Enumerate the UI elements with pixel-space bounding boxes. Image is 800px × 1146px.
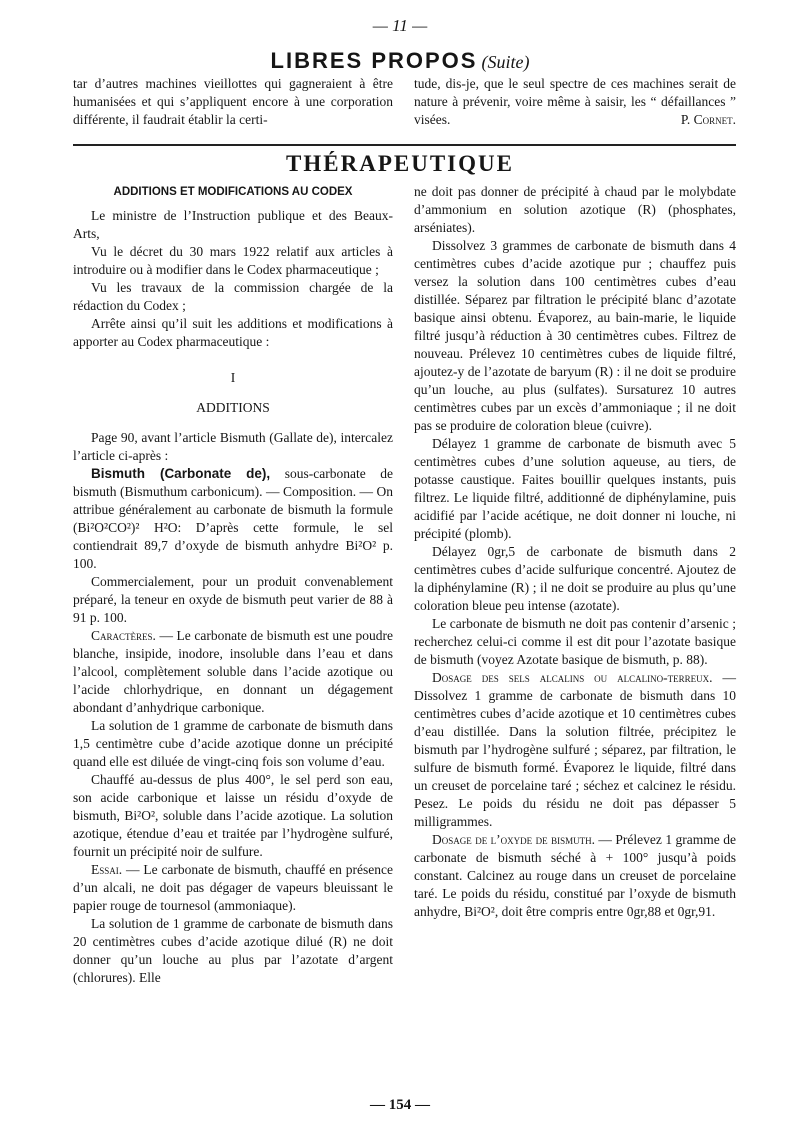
dissolvez-para: Dissolvez 3 grammes de carbonate de bismuth dans 4 centimètres cubes d’acide azotique pur ; chauffez puis versez la solution dans 100 centimètres cubes d’eau distillée. Séparez par filtration le précipité blanc d’azotate basique ainsi obtenu. Évaporez, au bain-marie, le liquide filtré jusqu’à réduction à 30 centimètres cubes. Filtrez de nouveau. Prélevez 10 centimètres cubes de liquide filtré, ajoutez-y de l’azotate de baryum (R) : il ne doit se produire qu’un louche, au plus (sulfates). Sursaturez 10 autres centimètres cubes par un excès d’ammoniaque ; il ne doit pas se produire de coloration bleue (cuivre). [414,238,736,433]
libres-left-column [73,75,393,129]
dosage-oxyde-text: — Prélevez 1 gramme de carbonate de bismuth séché à + 100° jusqu’à poids constant. Calcinez au rouge dans un creuset de porcelaine taré. Le poids du résidu, constitué par l’oxyde de bismuth anhydre, Bi²O², doit être compris entre 0gr,88 et 0gr,91. [414,832,736,919]
arsenic-para: Le carbonate de bismuth ne doit pas contenir d’arsenic ; recherchez celui-ci comme il est dit pour l’azotate basique de bismuth (voyez Azotate basique de bismuth, p. 88). [414,616,736,667]
solution2-para: La solution de 1 gramme de carbonate de bismuth dans 20 centimètres cubes d’acide azotique dilué (R) ne doit donner qu’un louche au plus par l’azotate d’argent (chlorures). Elle [73,916,393,985]
libres-right-column [414,75,736,129]
intro-para-4: Arrête ainsi qu’il suit les additions et modifications à apporter au Codex pharmaceutique : [73,316,393,349]
additions-subheading: ADDITIONS [196,400,270,415]
caracteres-label: Caractères. [91,628,156,643]
intro-para-2: Vu le décret du 30 mars 1922 relatif aux articles à introduire ou à modifier dans le Codex pharmaceutique ; [73,244,393,277]
dosage-oxyde-para [414,831,736,921]
therapeutique-title: THÉRAPEUTIQUE [286,151,514,176]
dosage-sels-text: — Dissolvez 1 gramme de carbonate de bismuth dans 10 centimètres cubes d’acide azotique et 10 centimètres cubes d’eau distillée. Dans la solution filtrée, précipitez le bismuth par l’hydrogène sulfuré ; séparez, par filtration, le sulfure de bismuth formé. Évaporez le liquide, filtré dans un creuset de porcelaine taré ; séchez et calcinez le résidu. Pesez. Le poids du résidu ne doit pas dépasser 5 milligrammes. [414,670,736,829]
libres-propos-suite: (Suite) [481,52,530,72]
libres-right-body: tude, dis-je, que le seul spectre de ces machines serait de nature à prévenir, voire même à saisir, les “ défaillances ” visées. [414,76,736,127]
caracteres-para [73,627,393,717]
dosage-oxyde-label: Dosage de l’oxyde de bismuth. [432,832,595,847]
page90-para: Page 90, avant l’article Bismuth (Gallate de), intercalez l’article ci-après : [73,430,393,463]
delayez1-para: Délayez 1 gramme de carbonate de bismuth avec 5 centimètres cubes d’une solution aqueuse, au tiers, de potasse caustique. Faites bouillir quelques instants, puis filtrez. Le liquide filtré, additionné de diphénylamine, puis acidifié par l’acide acétique, ne doit donner ni louche, ni précipité (plomb). [414,436,736,541]
additions-heading: ADDITIONS ET MODIFICATIONS AU CODEX [113,186,353,198]
bismuth-para [73,465,393,573]
caracteres-text: — Le carbonate de bismuth est une poudre blanche, insipide, inodore, insoluble dans l’eau et dans l’alcool, complètement soluble dans l’acide azotique ou l’acide chlorhydrique, en donnant un dégagement abondant d’anhydrique carbonique. [73,628,393,715]
essai-label: Essai. [91,862,123,877]
bottom-page-number: — 154 — [370,1097,430,1113]
right-column [414,183,736,921]
roman-numeral: I [230,370,236,385]
dosage-sels-para [414,669,736,831]
left-column [73,183,393,987]
libres-left-text: tar d’autres machines vieillottes qui gagneraient à être humanisées et qui s’appliquent encore à une corporation différente, il faudrait établir la certi- [73,76,393,127]
commercial-para: Commercialement, pour un produit convenablement préparé, la teneur en oxyde de bismuth peut varier de 88 à 91 p. 100. [73,574,393,625]
section-divider [73,144,736,146]
libres-propos-title: LIBRES PROPOS [270,48,478,73]
solution1-para: La solution de 1 gramme de carbonate de bismuth dans 1,5 centimètre cube d’acide azotique donne un précipité quand elle est diluée de vingt-cinq fois son volume d’eau. [73,718,393,769]
intro-para-1: Le ministre de l’Instruction publique et des Beaux-Arts, [73,208,393,241]
continuation-para: ne doit pas donner de précipité à chaud par le molybdate d’ammonium en solution azotique (R) (phosphates, arséniates). [414,184,736,235]
intro-para-3: Vu les travaux de la commission chargée de la rédaction du Codex ; [73,280,393,313]
essai-text: — Le carbonate de bismuth, chauffé en présence d’un alcali, ne doit pas dégager de vapeurs bleuissant le papier rouge de tournesol (ammoniaque). [73,862,393,913]
top-page-number: — 11 — [372,16,428,35]
dosage-sels-label: Dosage des sels alcalins ou alcalino-terreux. [432,670,713,685]
bismuth-carbonate-title: Bismuth (Carbonate de), [91,466,271,481]
delayez2-para: Délayez 0gr,5 de carbonate de bismuth dans 2 centimètres cubes d’acide sulfurique concentré. Ajoutez de la diphénylamine (R) ; il ne doit se produire au plus qu’une coloration bleue peu intense (azotate). [414,544,736,613]
essai-para [73,861,393,915]
signature: P. Cornet. [680,112,736,127]
chauffe-para: Chauffé au-dessus de plus 400°, le sel perd son eau, son acide carbonique et laisse un résidu d’oxyde de bismuth, Bi²O², soluble dans l’acide azotique. La solution azotique, étendue d’eau et traitée par l’hydrogène sulfuré, fournit un précipité noir de sulfure. [73,772,393,859]
bismuth-carbonate-text: sous-carbonate de bismuth (Bismuthum carbonicum). — Composition. — On attribue généralement au carbonate de bismuth la formule (Bi²O²CO²)² H²O: D’après cette formule, le sel contiendrait 89,7 d’oxyde de bismuth anhydre Bi²O² p. 100. [73,466,393,571]
libres-right-text [414,75,736,129]
libres-propos-heading [0,48,800,74]
